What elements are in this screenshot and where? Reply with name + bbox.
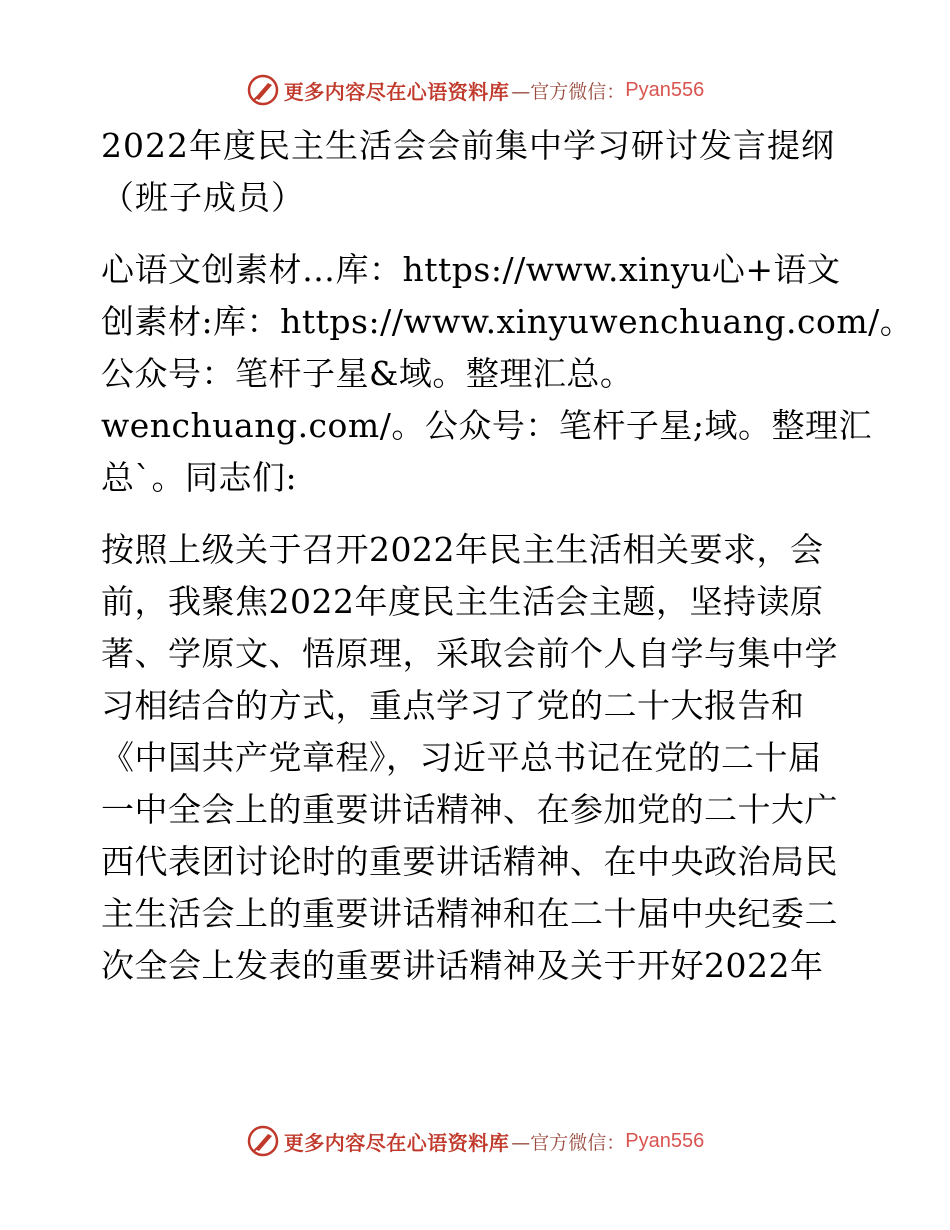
header-banner [0,70,950,110]
source-note [101,244,914,504]
footer-banner [0,1121,950,1161]
quill-pen-icon [246,73,280,107]
paragraph-line: 著、学原文、悟原理，采取会前个人自学与集中学 [101,634,838,673]
paragraph-line: 《中国共产党章程》，习近平总书记在党的二十届 [101,738,822,777]
banner-wechat-handle: Pyan556 [625,1129,705,1152]
title-line: 2022年度民主生活会会前集中学习研讨发言提纲 [101,126,835,165]
paragraph-line: 按照上级关于召开2022年民主生活相关要求，会 [101,530,824,569]
note-line: 创素材:库：https://www.xinyuwenchuang.com/。 [101,302,914,341]
banner-main-text: 更多内容尽在心语资料库 [283,1130,510,1155]
document-title [101,120,851,224]
paragraph-line: 主生活会上的重要讲话精神和在二十届中央纪委二 [101,894,838,933]
banner-sub-text: —官方微信： [511,1131,626,1154]
document-body [101,120,914,992]
paragraph-line: 次全会上发表的重要讲话精神及关于开好2022年 [101,946,824,985]
paragraph-line: 一中全会上的重要讲话精神、在参加党的二十大广 [101,790,838,829]
note-line: wenchuang.com/。公众号：笔杆子星;域。整理汇 [101,406,872,445]
banner-wechat-handle: Pyan556 [625,78,705,101]
paragraph-line: 习相结合的方式，重点学习了党的二十大报告和 [101,686,805,725]
note-line: 总`。同志们: [101,458,298,497]
paragraph-line: 前，我聚焦2022年度民主生活会主题，坚持读原 [101,582,824,621]
note-line: 心语文创素材…库：https://www.xinyu心+语文 [101,250,841,289]
banner-main-text: 更多内容尽在心语资料库 [283,79,510,104]
paragraph-line: 西代表团讨论时的重要讲话精神、在中央政治局民 [101,842,838,881]
note-line: 公众号：笔杆子星&域。整理汇总。 [101,354,634,393]
quill-pen-icon [246,1124,280,1158]
title-line: （班子成员） [101,178,305,217]
body-paragraph [101,524,851,992]
banner-sub-text: —官方微信： [511,80,626,103]
